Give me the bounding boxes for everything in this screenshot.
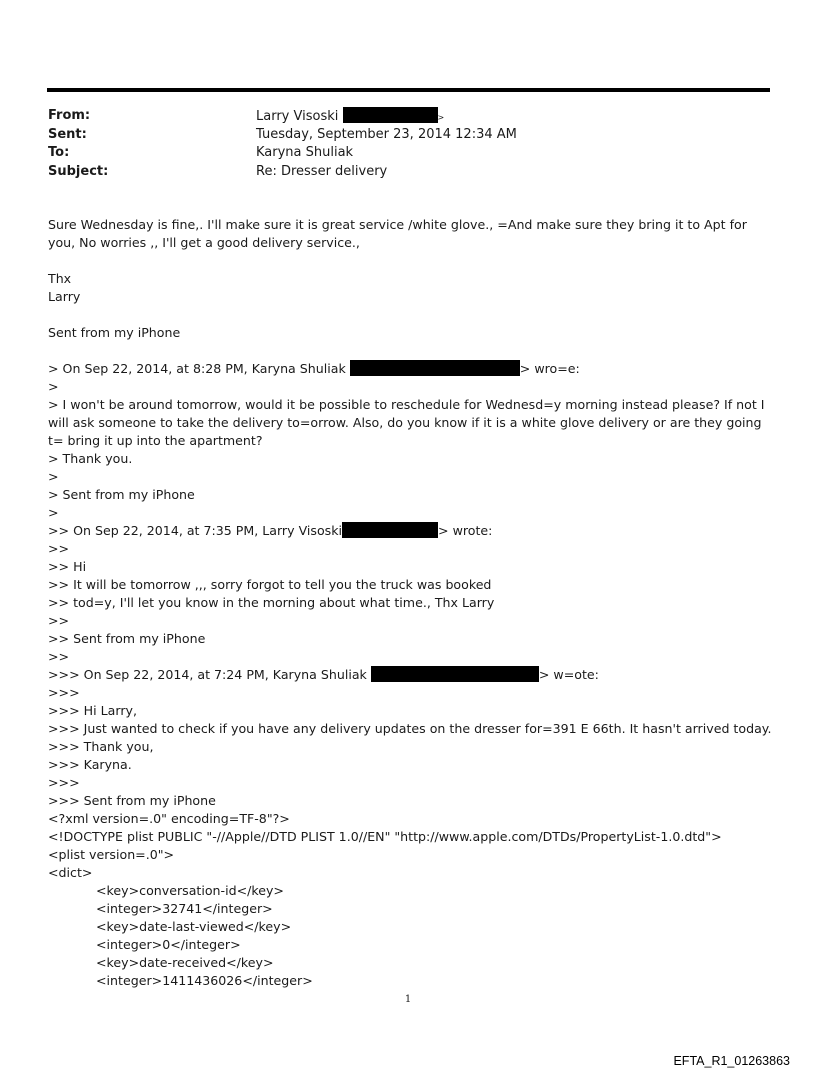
quote2-line: >> It will be tomorrow ,,, sorry forgot to tell you the truck was booked [48,577,492,592]
redaction-box [343,107,438,123]
plist-doctype: <!DOCTYPE plist PUBLIC "-//Apple//DTD PLIST 1.0//EN" "http://www.apple.com/DTDs/PropertyList-1.0.dtd"> [48,829,722,844]
reply-thanks: Thx [48,271,72,286]
plist-entry: <key>date-last-viewed</key> [96,919,292,934]
redaction-box [350,360,520,376]
quote3-intro-suffix: > w=ote: [538,667,599,682]
subject-row [48,163,768,182]
redaction-box [342,522,438,538]
page-number: 1 [404,994,412,1005]
plist-entry: <key>conversation-id</key> [96,883,284,898]
from-suffix: > [437,113,445,122]
plist-entry: <integer>0</integer> [96,937,241,952]
quote2-intro [48,522,768,540]
subject-label: Subject: [48,163,109,179]
plist-xml-declaration: <?xml version=.0" encoding=TF-8"?> [48,811,290,826]
reply-signature: Larry [48,289,81,304]
quote1-intro-text: > On Sep 22, 2014, at 8:28 PM, Karyna Shuliak [48,361,346,376]
quote1-intro [48,360,768,378]
quote3-thanks: >>> Thank you, [48,739,154,754]
plist-entry: <integer>1411436026</integer> [96,973,313,988]
quote3-name: >>> Karyna. [48,757,132,772]
quote3-intro-text: >>> On Sep 22, 2014, at 7:24 PM, Karyna Shuliak [48,667,367,682]
quote2-blank: >> [48,649,70,664]
quote2-blank: >> [48,613,70,628]
quote2-blank: >> [48,541,70,556]
from-row [48,107,768,126]
to-value: Karyna Shuliak [256,145,354,160]
quote3-blank: >>> [48,685,80,700]
plist-open: <plist version=.0"> [48,847,175,862]
quote3-sent-from: >>> Sent from my iPhone [48,793,216,808]
email-body [48,216,772,990]
quote3-hi: >>> Hi Larry, [48,703,137,718]
document-id: EFTA_R1_01263863 [673,1054,790,1068]
sent-label: Sent: [48,126,87,142]
subject-value: Re: Dresser delivery [256,163,388,179]
quote1-intro-suffix: > wro=e: [519,361,580,376]
quote2-line: >> tod=y, I'll let you know in the morning about what time., Thx Larry [48,595,495,610]
to-row [48,144,768,163]
redaction-box [371,666,539,682]
plist-dict-open: <dict> [48,865,93,880]
quote1-blank: > [48,505,59,520]
to-label: To: [48,145,70,160]
plist-entry: <key>date-received</key> [96,955,274,970]
email-header [48,107,768,181]
reply-paragraph: Sure Wednesday is fine,. I'll make sure it is great service /white glove., =And make sure they bring it to Apt for you, No worries ,, I'll get a good delivery service., [48,217,747,250]
quote1-paragraph: > I won't be around tomorrow, would it be possible to reschedule for Wednesd=y morning instead please? If not I will ask someone to take the delivery to=orrow. Also, do you know if it is a white glove delivery or are they going t= bring it up into the apartment? [48,397,765,448]
plist-entry: <integer>32741</integer> [96,901,273,916]
quote1-blank: > [48,469,59,484]
quote1-blank: > [48,379,59,394]
quote2-sent-from: >> Sent from my iPhone [48,631,206,646]
from-label: From: [48,108,91,123]
from-value [256,107,444,128]
quote3-intro [48,666,768,684]
sent-value: Tuesday, September 23, 2014 12:34 AM [256,126,517,142]
quote3-line: >>> Just wanted to check if you have any delivery updates on the dresser for=391 E 66th. It hasn't arrived today. [48,721,772,736]
header-divider [47,88,770,92]
quote1-sent-from: > Sent from my iPhone [48,487,195,502]
quote1-thanks: > Thank you. [48,451,133,466]
sent-row [48,126,768,145]
quote2-intro-suffix: > wrote: [438,523,493,538]
from-name: Larry Visoski [256,109,339,124]
quote2-intro-text: >> On Sep 22, 2014, at 7:35 PM, Larry Visoski [48,523,343,538]
quote3-blank: >>> [48,775,80,790]
quote2-hi: >> Hi [48,559,87,574]
reply-sent-from: Sent from my iPhone [48,325,181,340]
